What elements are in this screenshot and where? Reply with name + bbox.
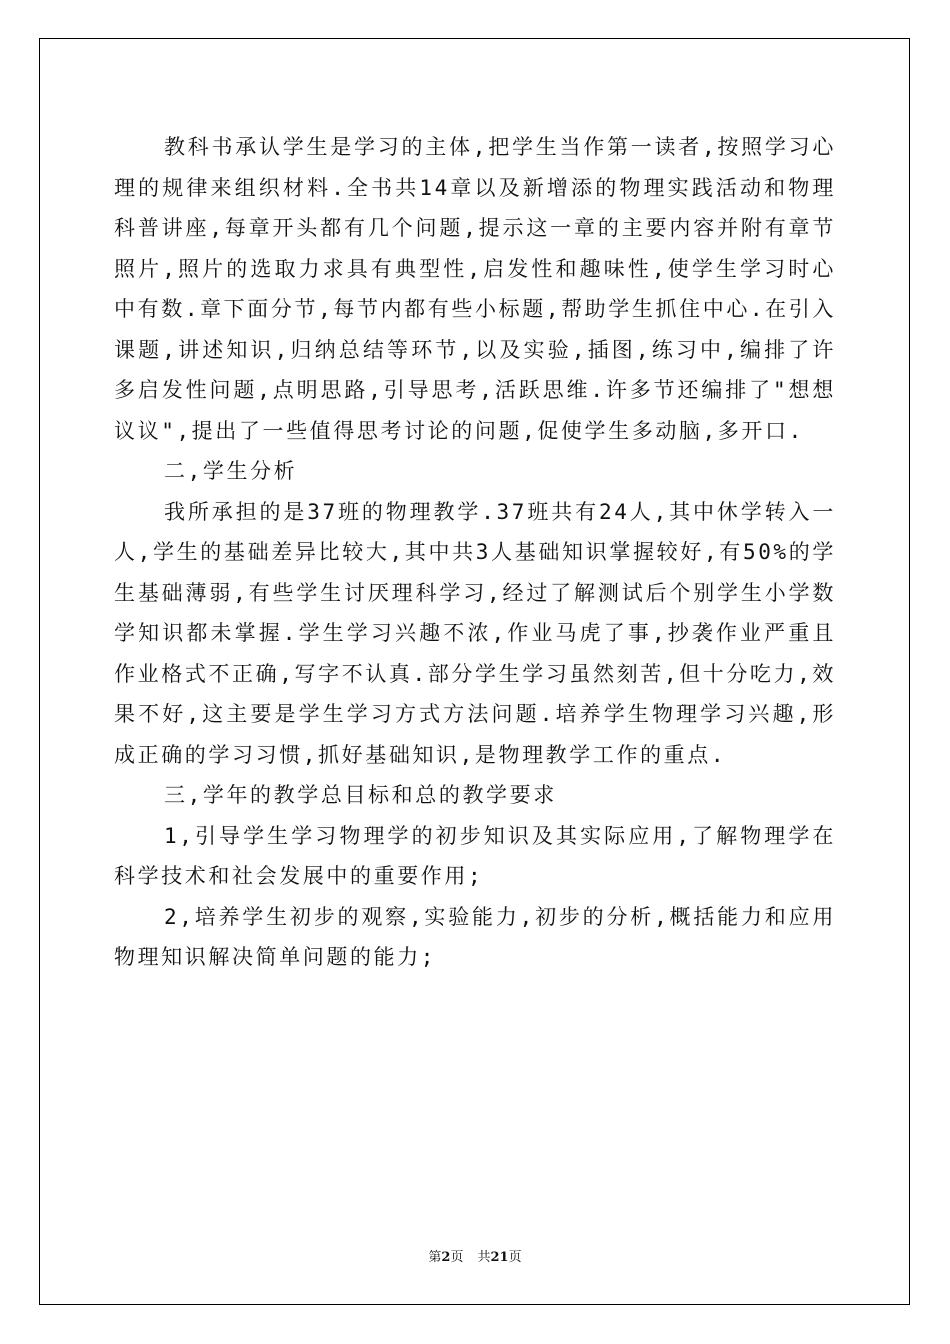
paragraph-student-analysis: 我所承担的是37班的物理教学.37班共有24人,其中休学转入一人,学生的基础差异比较大,其中共3人基础知识掌握较好,有50%的学生基础薄弱,有些学生讨厌理科学习,经过了解测试后个别学生小学数学知识都未掌握.学生学习兴趣不浓,作业马虎了事,抄袭作业严重且作业格式不正确,写字不认真.部分学生学习虽然刻苦,但十分吃力,效果不好,这主要是学生学习方式方法问题.培养学生物理学习兴趣,形成正确的学习习惯,抓好基础知识,是物理教学工作的重点. (114, 499, 836, 767)
total-pages-suffix: 页 (508, 1250, 522, 1265)
total-pages-prefix: 共 (477, 1250, 491, 1265)
page-number-prefix: 第 (428, 1250, 442, 1265)
page-number-current: 2 (441, 1250, 451, 1265)
document-body (114, 127, 836, 978)
heading-teaching-goals: 三,学年的教学总目标和总的教学要求 (164, 783, 557, 807)
page-footer (0, 1246, 950, 1265)
heading-student-analysis: 二,学生分析 (164, 459, 298, 483)
list-item-goal-2: 2,培养学生初步的观察,实验能力,初步的分析,概括能力和应用物理知识解决简单问题的能力; (114, 904, 836, 969)
total-pages-count: 21 (490, 1250, 509, 1265)
page-number-suffix: 页 (450, 1250, 464, 1265)
paragraph-textbook-features: 教科书承认学生是学习的主体,把学生当作第一读者,按照学习心理的规律来组织材料.全书共14章以及新增添的物理实践活动和物理科普讲座,每章开头都有几个问题,提示这一章的主要内容并附有章节照片,照片的选取力求具有典型性,启发性和趣味性,使学生学习时心中有数.章下面分节,每节内都有些小标题,帮助学生抓住中心.在引入课题,讲述知识,归纳总结等环节,以及实验,插图,练习中,编排了许多启发性问题,点明思路,引导思考,活跃思维.许多节还编排了"想想议议",提出了一些值得思考讨论的问题,促使学生多动脑,多开口. (114, 135, 836, 443)
list-item-goal-1: 1,引导学生学习物理学的初步知识及其实际应用,了解物理学在科学技术和社会发展中的重要作用; (114, 823, 836, 888)
